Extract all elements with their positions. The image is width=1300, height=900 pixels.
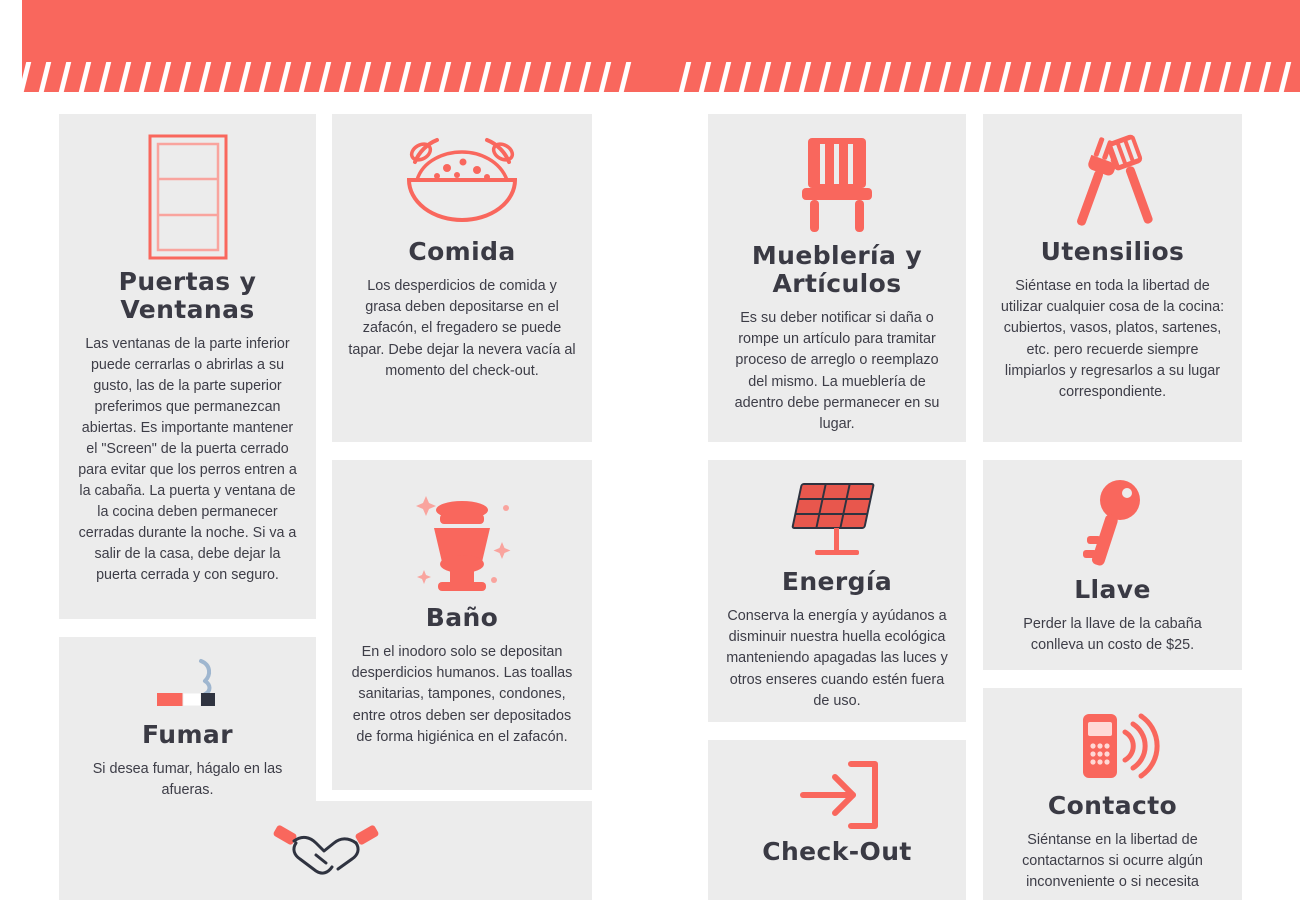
band-tooth [77, 62, 92, 96]
card-title: Baño [425, 603, 499, 632]
exit-arrow-icon [724, 758, 950, 832]
card-title: Llave [1074, 575, 1151, 604]
band-tooth [117, 62, 132, 96]
band-tooth [357, 62, 372, 96]
band-tooth [957, 62, 972, 96]
card-muebleria-y-articulos [708, 114, 966, 442]
card-body: Siéntase en toda la libertad de utilizar cualquier cosa de la cocina: cubiertos, vasos, platos, sartenes, etc. pero recuerde siempre limpiarlos y regresarlos a su lugar correspondiente. [1000, 278, 1225, 400]
band-tooth [797, 62, 812, 96]
band-tooth [617, 62, 632, 96]
band-tooth [1077, 62, 1092, 96]
band-tooth [677, 62, 692, 96]
band-tooth [437, 62, 452, 96]
band-tooth [317, 62, 332, 96]
band-tooth [1197, 62, 1212, 96]
band-tooth [257, 62, 272, 96]
band-tooth [717, 62, 732, 96]
band-tooth [277, 62, 292, 96]
column-2 [332, 114, 592, 808]
band-tooth [297, 62, 312, 96]
band-tooth [57, 62, 72, 96]
band-tooth [1217, 62, 1232, 96]
band-tooth [1057, 62, 1072, 96]
wide-card-wrapper [59, 801, 592, 900]
card-check-out [708, 740, 966, 900]
band-tooth [1157, 62, 1172, 96]
band-tooth [757, 62, 772, 96]
card-body: Si desea fumar, hágalo en las afueras. [92, 761, 283, 799]
card-body: Conserva la energía y ayúdanos a disminuir nuestra huella ecológica manteniendo apagadas las luces y otros enseres cuando estén fuera de uso. [726, 608, 948, 709]
card-bano [332, 460, 592, 790]
band-tooth [1017, 62, 1032, 96]
card-body: Las ventanas de la parte inferior puede cerrarlas o abrirlas a su gusto, las de la parte superior preferimos que permanezcan abiertas. Es importante mantener el "Screen" de la puerta cerrado para evitar que los perros entren a la cabaña. La puerta y ventana de la cocina deben permanecer cerradas durante la noche. Si va a salir de la casa, debe dejar la puerta cerrada y con seguro. [78, 336, 297, 584]
band-tooth [1257, 62, 1272, 96]
band-tooth [37, 62, 52, 96]
toilet-icon [348, 478, 576, 598]
band-tooth [977, 62, 992, 96]
card-llave [983, 460, 1242, 670]
band-tooth [217, 62, 232, 96]
band-tooth [457, 62, 472, 96]
band-tooth [337, 62, 352, 96]
band-tooth [597, 62, 612, 96]
card-puertas-y-ventanas [59, 114, 316, 619]
card-body: Perder la llave de la cabaña conlleva un costo de $25. [1023, 616, 1202, 654]
column-1 [59, 114, 316, 823]
band-tooth [737, 62, 752, 96]
card-title: Comida [408, 237, 516, 266]
column-3 [708, 114, 966, 900]
band-tooth [857, 62, 872, 96]
card-title: Energía [781, 567, 893, 596]
card-title: Mueblería y Artículos [751, 241, 923, 298]
band-tooth [517, 62, 532, 96]
band-tooth [1117, 62, 1132, 96]
solar-panel-icon [724, 478, 950, 562]
card-utensilios [983, 114, 1242, 442]
handshake-icon [75, 819, 576, 881]
header-band-teeth [22, 62, 1300, 96]
cards-content [0, 96, 1300, 900]
card-energia [708, 460, 966, 722]
band-tooth [417, 62, 432, 96]
band-tooth [877, 62, 892, 96]
card-title: Check-Out [762, 837, 912, 866]
card-body: Es su deber notificar si daña o rompe un artículo para tramitar proceso de arreglo o reemplazo del mismo. La mueblería de adentro debe permanecer en su lugar. [734, 310, 940, 432]
band-tooth [22, 62, 32, 96]
mobile-signal-icon [999, 706, 1226, 786]
band-tooth [157, 62, 172, 96]
band-tooth [477, 62, 492, 96]
band-tooth [1137, 62, 1152, 96]
band-tooth [237, 62, 252, 96]
band-tooth [577, 62, 592, 96]
card-contacto [983, 688, 1242, 900]
card-fumar [59, 637, 316, 805]
band-tooth [777, 62, 792, 96]
card-title: Contacto [1047, 791, 1178, 820]
band-tooth [937, 62, 952, 96]
band-tooth [537, 62, 552, 96]
band-tooth [377, 62, 392, 96]
card-title: Utensilios [1040, 237, 1185, 266]
key-icon [999, 478, 1226, 570]
card-body: Los desperdicios de comida y grasa deben depositarse en el zafacón, el fregadero se puede tapar. Debe dejar la nevera vacía al momento del check-out. [348, 278, 576, 379]
band-tooth [137, 62, 152, 96]
band-tooth [917, 62, 932, 96]
band-tooth [97, 62, 112, 96]
band-tooth [997, 62, 1012, 96]
band-tooth [197, 62, 212, 96]
card-comida [332, 114, 592, 442]
chair-icon [724, 132, 950, 236]
band-tooth [697, 62, 712, 96]
card-infraestructura [59, 801, 592, 900]
card-body: En el inodoro solo se depositan desperdicios humanos. Las toallas sanitarias, tampones, condones, entre otros deben ser depositados de forma higiénica en el zafacón. [351, 644, 573, 745]
band-tooth [817, 62, 832, 96]
card-title: Puertas y Ventanas [118, 267, 257, 324]
band-tooth [897, 62, 912, 96]
band-tooth [1177, 62, 1192, 96]
band-tooth [1237, 62, 1252, 96]
card-title: Fumar [142, 720, 233, 749]
band-tooth [1097, 62, 1112, 96]
band-tooth [177, 62, 192, 96]
no-smoking-icon [75, 655, 300, 715]
band-tooth [557, 62, 572, 96]
band-tooth [1277, 62, 1292, 96]
band-tooth [1037, 62, 1052, 96]
card-body: Siéntanse en la libertad de contactarnos si ocurre algún inconveniente o si necesita [1022, 832, 1203, 891]
fork-spatula-icon [999, 132, 1226, 232]
column-4 [983, 114, 1242, 900]
band-tooth [837, 62, 852, 96]
band-tooth [397, 62, 412, 96]
salad-bowl-icon [348, 132, 576, 232]
band-tooth [497, 62, 512, 96]
window-icon [75, 132, 300, 262]
